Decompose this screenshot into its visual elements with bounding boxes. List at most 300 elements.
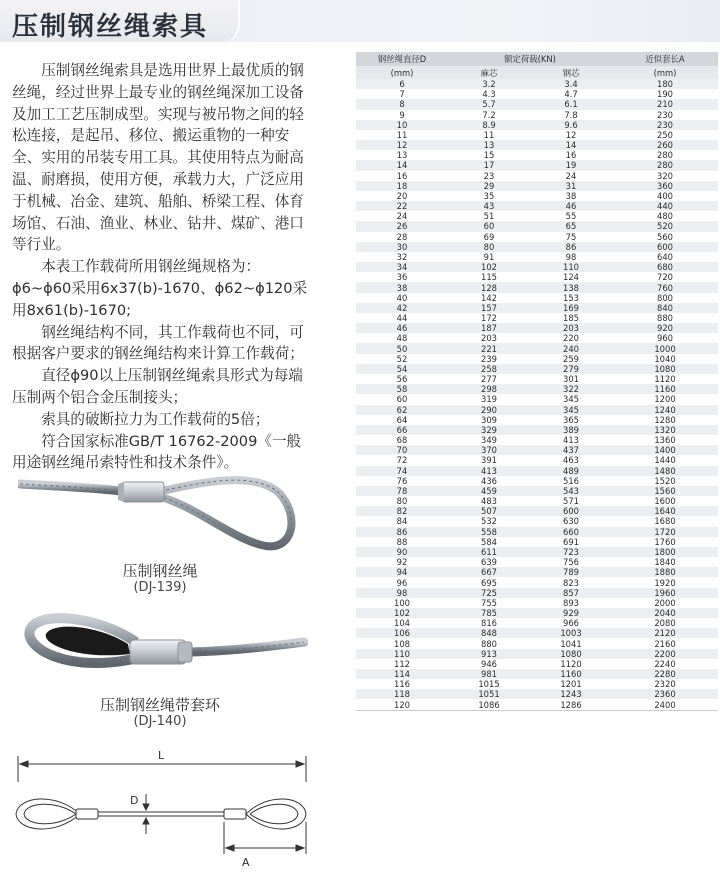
figure2-caption: 压制钢丝绳带套环 [99,696,220,714]
cell-diameter: 88 [396,536,408,547]
cell-fiber-core-load: 309 [481,414,497,425]
cell-sleeve-length: 2120 [654,628,676,639]
cell-steel-core-load: 3.4 [564,79,578,90]
cell-fiber-core-load: 13 [483,140,495,151]
cell-steel-core-load: 600 [563,506,579,517]
cell-fiber-core-load: 667 [481,567,497,578]
cell-fiber-core-load: 584 [481,536,497,547]
cell-steel-core-load: 1041 [560,638,582,649]
cell-sleeve-length: 1680 [654,516,676,527]
table-row [356,405,718,415]
cell-diameter: 100 [394,597,410,608]
header-rated-load: 额定荷载(KN) [504,54,556,64]
cell-fiber-core-load: 507 [481,506,497,517]
cell-sleeve-length: 1240 [654,404,676,415]
table-row [356,547,718,557]
cell-diameter: 116 [394,679,410,690]
cell-steel-core-load: 345 [563,394,579,405]
cell-sleeve-length: 400 [657,190,673,201]
cell-diameter: 102 [394,608,410,619]
cell-sleeve-length: 560 [657,231,673,242]
cell-diameter: 20 [396,190,408,201]
cell-sleeve-length: 800 [657,292,673,303]
cell-sleeve-length: 320 [657,170,673,181]
header-length-unit: (mm) [653,67,677,78]
cell-steel-core-load: 65 [565,221,577,232]
table-row [356,659,718,669]
cell-fiber-core-load: 80 [483,241,495,252]
cell-sleeve-length: 720 [657,272,673,283]
cell-fiber-core-load: 349 [481,435,497,446]
cell-fiber-core-load: 611 [481,546,497,557]
cell-diameter: 9 [399,109,405,120]
cell-fiber-core-load: 785 [481,608,497,619]
cell-diameter: 70 [396,445,408,456]
cell-steel-core-load: 24 [565,170,577,181]
table-row [356,445,718,455]
table-row [356,588,718,598]
cell-steel-core-load: 1080 [560,648,582,659]
cell-diameter: 56 [396,374,408,385]
cell-sleeve-length: 1120 [654,374,676,385]
cell-fiber-core-load: 391 [481,455,497,466]
cell-sleeve-length: 1920 [654,577,676,588]
table-row [356,567,718,577]
cell-fiber-core-load: 8.9 [482,119,496,130]
table-header-row2 [356,66,718,79]
cell-sleeve-length: 280 [657,160,673,171]
cell-fiber-core-load: 15 [483,150,495,161]
cell-diameter: 120 [394,699,410,710]
cell-steel-core-load: 1160 [560,669,582,680]
figure1-caption: 压制钢丝绳 [122,562,198,580]
cell-diameter: 80 [396,496,408,507]
cell-steel-core-load: 893 [563,597,579,608]
cell-steel-core-load: 1286 [560,699,582,710]
cell-diameter: 36 [396,272,408,283]
cell-steel-core-load: 630 [563,516,579,527]
cell-fiber-core-load: 298 [481,384,497,395]
cell-diameter: 118 [394,689,410,700]
cell-sleeve-length: 1520 [654,475,676,486]
cell-diameter: 94 [396,567,408,578]
cell-fiber-core-load: 7.2 [482,109,496,120]
cell-steel-core-load: 12 [565,129,577,140]
intro-paragraph: 符合国家标准GB/T 16762-2009《一般用途钢丝绳吊索特性和技术条件》。 [12,432,302,472]
cell-steel-core-load: 55 [565,211,577,222]
cell-fiber-core-load: 946 [481,658,497,669]
cell-fiber-core-load: 1015 [478,679,500,690]
table-row [356,628,718,638]
table-row [356,171,718,181]
cell-sleeve-length: 1000 [654,343,676,354]
cell-steel-core-load: 929 [563,608,579,619]
cell-sleeve-length: 2360 [654,689,676,700]
cell-fiber-core-load: 239 [481,353,497,364]
cell-diameter: 6 [399,79,405,90]
cell-steel-core-load: 389 [563,424,579,435]
cell-diameter: 104 [394,618,410,629]
header-diameter: 钢丝绳直径D [377,54,427,64]
cell-steel-core-load: 14 [565,140,577,151]
cell-fiber-core-load: 60 [483,221,495,232]
cell-sleeve-length: 1360 [654,435,676,446]
cell-diameter: 74 [396,465,408,476]
cell-fiber-core-load: 848 [481,628,497,639]
cell-steel-core-load: 660 [563,526,579,537]
table-row [356,516,718,526]
cell-diameter: 106 [394,628,410,639]
cell-steel-core-load: 279 [563,363,579,374]
cell-fiber-core-load: 880 [481,638,497,649]
cell-fiber-core-load: 258 [481,363,497,374]
intro-paragraph: 本表工作载荷所用钢丝绳规格为：ϕ6~ϕ60采用6x37(b)-1670、ϕ62~ϕ120采用8x61(b)-1670; [12,258,308,319]
header-sleeve-length: 近似套长A [645,54,685,64]
table-row [356,130,718,140]
table-row [356,527,718,537]
table-row [356,415,718,425]
cell-steel-core-load: 98 [565,252,577,262]
table-row [356,689,718,699]
cell-diameter: 12 [396,140,408,151]
table-row [356,150,718,160]
table-row [356,242,718,252]
cell-steel-core-load: 46 [565,201,577,212]
cell-fiber-core-load: 290 [481,404,497,415]
cell-fiber-core-load: 221 [481,343,497,354]
table-row [356,598,718,608]
table-row [356,201,718,211]
cell-steel-core-load: 1120 [560,658,582,669]
cell-fiber-core-load: 436 [481,475,497,486]
cell-steel-core-load: 1243 [560,689,582,700]
header-diameter-unit: (mm) [390,67,414,78]
cell-sleeve-length: 760 [657,282,673,293]
table-row [356,272,718,282]
cell-sleeve-length: 2280 [654,669,676,680]
table-row [356,221,718,231]
cell-sleeve-length: 210 [657,99,673,110]
cell-sleeve-length: 2080 [654,618,676,629]
cell-diameter: 28 [396,231,408,242]
cell-diameter: 8 [399,99,405,110]
cell-diameter: 16 [396,170,408,181]
cell-fiber-core-load: 913 [481,648,497,659]
cell-sleeve-length: 230 [657,109,673,120]
cell-diameter: 44 [396,313,408,324]
cell-fiber-core-load: 11 [483,129,495,140]
cell-steel-core-load: 4.7 [564,89,578,100]
cell-sleeve-length: 1320 [654,424,676,435]
cell-fiber-core-load: 157 [481,302,497,313]
cell-sleeve-length: 280 [657,150,673,161]
cell-diameter: 96 [396,577,408,588]
cell-fiber-core-load: 128 [481,282,497,293]
cell-fiber-core-load: 558 [481,526,497,537]
table-row [356,699,718,709]
cell-diameter: 30 [396,241,408,252]
cell-steel-core-load: 966 [563,618,579,629]
table-row [356,282,718,292]
cell-diameter: 68 [396,435,408,446]
table-row [356,252,718,262]
cell-sleeve-length: 2000 [654,597,676,608]
cell-steel-core-load: 789 [563,567,579,578]
cell-fiber-core-load: 277 [481,374,497,385]
cell-sleeve-length: 2240 [654,658,676,669]
table-row [356,181,718,191]
cell-sleeve-length: 1800 [654,546,676,557]
cell-diameter: 86 [396,526,408,537]
cell-diameter: 40 [396,292,408,303]
cell-sleeve-length: 360 [657,180,673,191]
cell-diameter: 76 [396,475,408,486]
cell-sleeve-length: 1280 [654,414,676,425]
cell-fiber-core-load: 370 [481,445,497,456]
cell-steel-core-load: 38 [565,190,577,201]
cell-diameter: 98 [396,587,408,598]
table-row [356,669,718,679]
cell-diameter: 24 [396,211,408,222]
cell-fiber-core-load: 203 [481,333,497,344]
cell-diameter: 32 [396,252,408,262]
cell-fiber-core-load: 43 [483,201,495,212]
intro-text [12,60,312,474]
cell-sleeve-length: 1480 [654,465,676,476]
cell-steel-core-load: 31 [565,180,577,191]
cell-fiber-core-load: 413 [481,465,497,476]
cell-diameter: 78 [396,485,408,496]
cell-steel-core-load: 301 [563,374,579,385]
cell-sleeve-length: 960 [657,333,673,344]
cell-diameter: 38 [396,282,408,293]
cell-diameter: 90 [396,546,408,557]
cell-fiber-core-load: 755 [481,597,497,608]
header-fiber-core: 麻芯 [480,67,498,78]
cell-steel-core-load: 571 [563,496,579,507]
table-row [356,374,718,384]
cell-sleeve-length: 1760 [654,536,676,547]
table-row [356,425,718,435]
intro-paragraph: 索具的破断拉力为工作载荷的5倍； [41,410,270,428]
cell-diameter: 18 [396,180,408,191]
cell-sleeve-length: 190 [657,89,673,100]
cell-steel-core-load: 259 [563,353,579,364]
table-row [356,455,718,465]
cell-fiber-core-load: 319 [481,394,497,405]
table-row [356,140,718,150]
cell-fiber-core-load: 23 [483,170,495,181]
table-row [356,89,718,99]
cell-diameter: 108 [394,638,410,649]
cell-fiber-core-load: 459 [481,485,497,496]
cell-sleeve-length: 520 [657,221,673,232]
cell-sleeve-length: 250 [657,129,673,140]
cell-diameter: 26 [396,221,408,232]
cell-fiber-core-load: 816 [481,618,497,629]
cell-fiber-core-load: 29 [483,180,495,191]
table-row [356,557,718,567]
table-row [356,486,718,496]
table-row [356,110,718,120]
cell-fiber-core-load: 4.3 [482,89,496,100]
cell-fiber-core-load: 172 [481,313,497,324]
cell-steel-core-load: 1003 [560,628,582,639]
cell-fiber-core-load: 3.2 [482,79,496,90]
cell-diameter: 92 [396,557,408,568]
header-steel-core: 钢芯 [562,67,580,78]
table-row [356,343,718,353]
cell-sleeve-length: 1960 [654,587,676,598]
cell-sleeve-length: 440 [657,201,673,212]
cell-sleeve-length: 840 [657,302,673,313]
table-row [356,476,718,486]
spec-table [356,52,718,711]
cell-fiber-core-load: 5.7 [482,99,496,110]
cell-fiber-core-load: 142 [481,292,497,303]
table-row [356,211,718,221]
cell-steel-core-load: 153 [563,292,579,303]
cell-fiber-core-load: 69 [483,231,495,242]
cell-steel-core-load: 124 [563,272,579,283]
cell-diameter: 84 [396,516,408,527]
cell-steel-core-load: 240 [563,343,579,354]
cell-diameter: 14 [396,160,408,171]
cell-sleeve-length: 1440 [654,455,676,466]
cell-steel-core-load: 723 [563,546,579,557]
cell-fiber-core-load: 51 [483,211,495,222]
cell-diameter: 114 [394,669,410,680]
table-row [356,262,718,272]
table-row [356,323,718,333]
cell-diameter: 52 [396,353,408,364]
cell-fiber-core-load: 115 [481,272,497,283]
cell-steel-core-load: 543 [563,485,579,496]
wire-rope-thimble-photo [18,608,308,692]
cell-fiber-core-load: 483 [481,496,497,507]
table-row [356,384,718,394]
cell-steel-core-load: 691 [563,536,579,547]
table-row [356,394,718,404]
cell-sleeve-length: 480 [657,211,673,222]
figure1-code: (DJ-139) [133,580,187,595]
cell-diameter: 11 [396,129,408,140]
cell-steel-core-load: 6.1 [564,99,578,110]
cell-sleeve-length: 640 [657,252,673,262]
cell-steel-core-load: 9.6 [564,119,578,130]
table-row [356,506,718,516]
cell-fiber-core-load: 329 [481,424,497,435]
cell-sleeve-length: 2200 [654,648,676,659]
cell-steel-core-load: 463 [563,455,579,466]
cell-sleeve-length: 230 [657,119,673,130]
cell-sleeve-length: 180 [657,79,673,90]
cell-diameter: 60 [396,394,408,405]
cell-sleeve-length: 1160 [654,384,676,395]
table-row [356,496,718,506]
cell-sleeve-length: 1080 [654,363,676,374]
cell-steel-core-load: 857 [563,587,579,598]
cell-steel-core-load: 169 [563,302,579,313]
cell-steel-core-load: 110 [563,262,579,273]
cell-diameter: 72 [396,455,408,466]
table-row [356,293,718,303]
table-row [356,537,718,547]
cell-sleeve-length: 600 [657,241,673,252]
cell-sleeve-length: 1200 [654,394,676,405]
cell-sleeve-length: 1560 [654,485,676,496]
table-row [356,618,718,628]
cell-sleeve-length: 680 [657,262,673,273]
cell-fiber-core-load: 695 [481,577,497,588]
table-row [356,303,718,313]
cell-diameter: 110 [394,648,410,659]
table-row [356,364,718,374]
table-row [356,120,718,130]
cell-steel-core-load: 823 [563,577,579,588]
cell-sleeve-length: 1880 [654,567,676,578]
cell-diameter: 10 [396,119,408,130]
cell-steel-core-load: 7.8 [564,109,578,120]
cell-sleeve-length: 1400 [654,445,676,456]
cell-diameter: 66 [396,424,408,435]
cell-steel-core-load: 365 [563,414,579,425]
cell-sleeve-length: 2400 [654,699,676,710]
table-row [356,608,718,618]
cell-diameter: 46 [396,323,408,334]
cell-diameter: 13 [396,150,408,161]
cell-steel-core-load: 322 [563,384,579,395]
cell-diameter: 50 [396,343,408,354]
table-row [356,313,718,323]
table-row [356,99,718,109]
cell-sleeve-length: 1640 [654,506,676,517]
cell-diameter: 58 [396,384,408,395]
cell-sleeve-length: 2160 [654,638,676,649]
cell-diameter: 54 [396,363,408,374]
cell-steel-core-load: 220 [563,333,579,344]
cell-sleeve-length: 1840 [654,557,676,568]
table-row [356,333,718,343]
table-row [356,160,718,170]
table-row [356,354,718,364]
cell-sleeve-length: 920 [657,323,673,334]
label-A: A [242,856,250,869]
table-row [356,649,718,659]
cell-steel-core-load: 138 [563,282,579,293]
figure2-code: (DJ-140) [133,714,187,729]
label-L: L [158,749,165,762]
cell-diameter: 62 [396,404,408,415]
cell-steel-core-load: 203 [563,323,579,334]
cell-sleeve-length: 1720 [654,526,676,537]
wire-rope-loop-photo [18,462,308,562]
cell-steel-core-load: 756 [563,557,579,568]
cell-sleeve-length: 1600 [654,496,676,507]
cell-steel-core-load: 86 [565,241,577,252]
table-row [356,466,718,476]
cell-diameter: 7 [399,89,405,100]
dimension-diagram [6,742,316,872]
cell-sleeve-length: 260 [657,140,673,151]
cell-sleeve-length: 2040 [654,608,676,619]
table-row [356,638,718,648]
cell-diameter: 42 [396,302,408,313]
intro-paragraph: 直径ϕ90以上压制钢丝绳索具形式为每端压制两个铝合金压制接头； [12,367,303,406]
cell-diameter: 22 [396,201,408,212]
cell-steel-core-load: 516 [563,475,579,486]
cell-steel-core-load: 489 [563,465,579,476]
